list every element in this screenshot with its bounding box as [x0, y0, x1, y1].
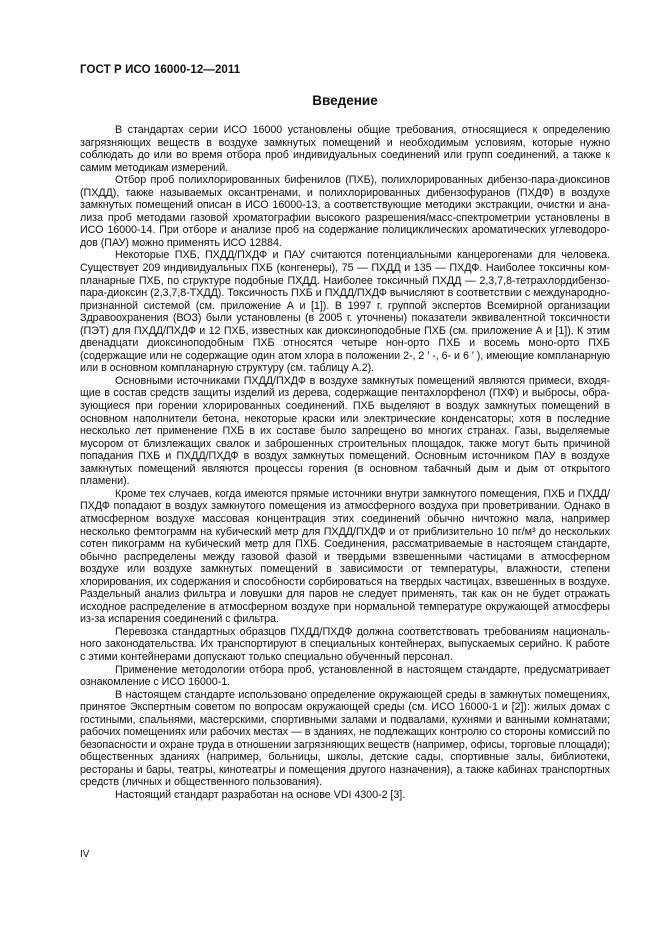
page-number: IV	[80, 849, 90, 860]
paragraph-methodology: Применение методологии отбора проб, установленной в настоящем стандарте, предусматривает ознакомление с ИСО 16000-1.	[80, 663, 610, 689]
introduction-body	[80, 124, 610, 802]
paragraph-basis: Настоящий стандарт разработан на основе VDI 4300-2 [3].	[115, 788, 406, 801]
paragraph-ventilation: Кроме тех случаев, когда имеются прямые источники внутри замкнутого помещения, ПХБ и ПХДД/ПХДФ попадают в воздух замкнутого помещения из атмосферного воздуха при проветривании. Однако в атмосферном воздухе массовая концентрация этих соединений обычно ничтожно мала, например несколько фемтограмм на кубический метр для ПХДД/ПХДФ и от приблизительно 10 пг/м³ до нескольких сотен пикограмм на кубический метр для ПХБ. Соединения, рассматриваемые в настоящем стандарте, обычно распределены между газовой фазой и твердыми взвешенными частицами в атмосферном воздухе или воздухе замкнутых помещений в зависимости от температуры, влажности, степени хлорирования, их содержания и способности сорбироваться на твердых частицах, взвешенных в воздухе. Раздельный анализ фильтра и ловушки для паров не следует применять, так как он не будет отражать исходное распределение в атмосферном воздухе при нормальной температуре окружающей атмосферы из-за испарения соединений с фильтра.	[80, 487, 610, 626]
paragraph-toxicity: Некоторые ПХБ, ПХДД/ПХДФ и ПАУ считаются потенциальными канцерогенами для человека. Существует 209 индивидуальных ПХБ (конгенеры), 75 — ПХДД и 135 — ПХДФ. Наиболее токсичны компланарные ПХБ, по структуре подобные ПХДД. Наиболее токсичный ПХДД — 2,3,7,8-тетрахлордибензо-пара-диоксин (2,3,7,8-ТХДД). Токсичность ПХБ и ПХДД/ПХДФ вычисляют в соответствии с международно-признанной системой (см. приложение А и [1]). В 1997 г. группой экспертов Всемирной организации Здравоохранения (ВОЗ) были установлены (в 2005 г. уточнены) показатели эквивалентной токсичности (ПЭТ) для ПХДД/ПХДФ и 12 ПХБ, известных как диоксиноподобные ПХБ (см. приложение А и [1]). К этим двенадцати диоксиноподобным ПХБ относятся четыре нон-орто ПХБ и восемь моно-орто ПХБ (содержащие или не содержащие один атом хлора в положении 2-, 2 ′ -, 6- и 6 ′ ), имеющие компланарную или в основном компланарную структуру (см. таблицу А.2).	[80, 249, 610, 375]
paragraph-sampling: Отбор проб полихлорированных бифенилов (ПХБ), полихлорированных дибензо-пара-диоксинов (ПХДД), также называемых оксантренами, и полихлорированных дибензофуранов (ПХДФ) в воздухе замкнутых помещений описан в ИСО 16000-13, а соответствующие методики экстракции, очистки и анализа проб методами газовой хроматографии высокого разрешения/масс-спектрометрии установлены в ИСО 16000-14. При отборе и анализе проб на содержание полициклических ароматических углеводородов (ПАУ) можно применять ИСО 12884.	[80, 174, 610, 249]
section-title: Введение	[312, 93, 378, 108]
document-code-header: ГОСТ Р ИСО 16000-12—2011	[80, 64, 241, 76]
paragraph-sources: Основными источниками ПХДД/ПХДФ в воздухе замкнутых помещений являются примеси, входящие в состав средств защиты изделий из дерева, содержащие пентахлорфенол (ПХФ) и выбросы, образующиеся при горении хлорированных соединений. ПХБ выделяют в воздух замкнутых помещений в основном наполнители бетона, некоторые краски или электрические конденсаторы; хотя в последние несколько лет применение ПХБ в их составе было запрещено во многих странах. Газы, выделяемые мусором от близлежащих свалок и заброшенных строительных площадок, также могут быть причиной попадания ПХБ и ПХДД/ПХДФ в воздух замкнутых помещений. Основным источником ПАУ в воздухе замкнутых помещений являются процессы горения (в основном табачный дым и дым от открытого пламени).	[80, 374, 610, 488]
paragraph-environment-definition: В настоящем стандарте использовано определение окружающей среды в замкнутых помещениях, принятое Экспертным советом по вопросам окружающей среды (см. ИСО 16000-1 и [2]): жилых домах с гостиными, спальнями, мастерскими, спортивными залами и подвалами, кухнями и ванными комнатами; рабочих помещениях или рабочих местах — в зданиях, не подлежащих контролю со стороны комиссий по безопасности и охране труда в отношении загрязняющих веществ (например, офисы, торговые площади); общественных зданиях (например, больницы, школы, детские сады, спортивные залы, библиотеки, рестораны и бары, театры, кинотеатры и помещения другого назначения), а также кабинах транспортных средств (личных и общественного пользования).	[80, 688, 610, 789]
paragraph-iso-series: В стандартах серии ИСО 16000 установлены общие требования, относящиеся к определению загрязняющих веществ в воздухе замкнутых помещений и необходимым условиям, которые нужно соблюдать до или во время отбора проб индивидуальных соединений или групп соединений, а также к самим методикам измерений.	[80, 124, 610, 174]
paragraph-transport: Перевозка стандартных образцов ПХДД/ПХДФ должна соответствовать требованиям национального законодательства. Их транспортируют в специальных контейнерах, выпускаемых серийно. К работе с этими контейнерами допускают только специально обученный персонал.	[80, 625, 610, 663]
